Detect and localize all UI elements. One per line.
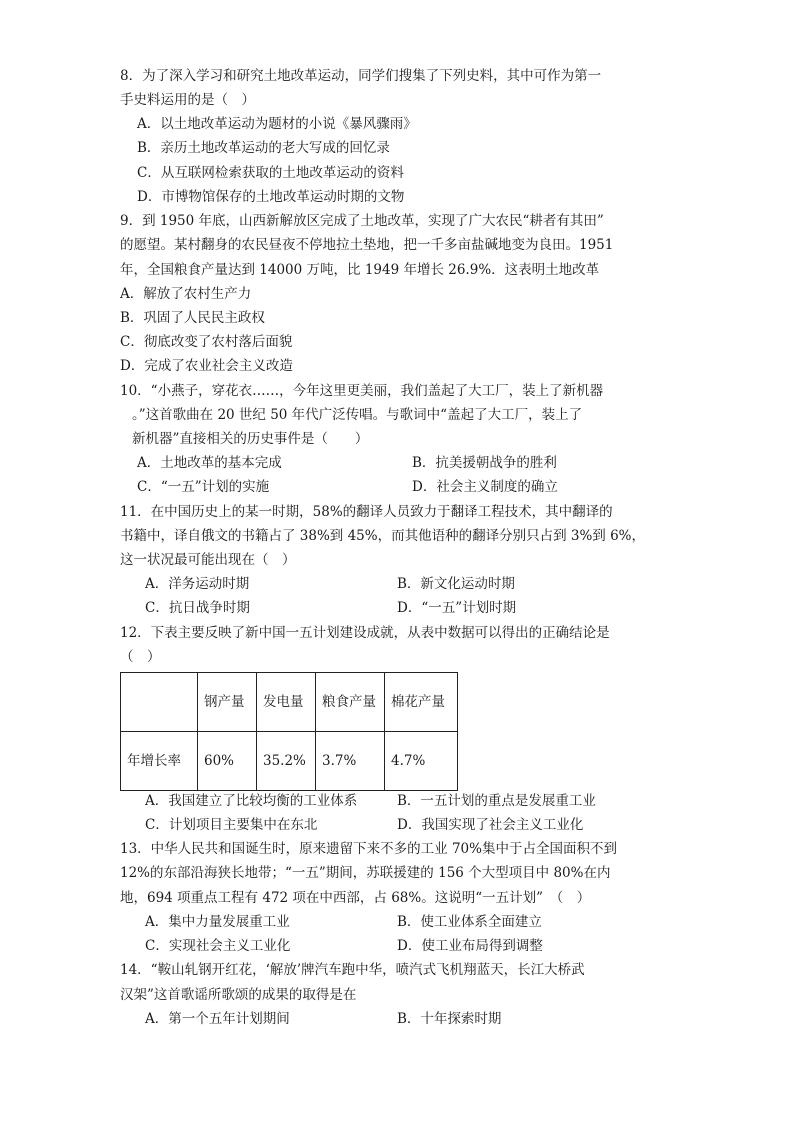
q14-option-a: A．第一个五年计划期间 (145, 1011, 290, 1027)
q9-stem-line3: 年，全国粮食产量达到 14000 万吨，比 1949 年增长 26.9%．这表明土地改革 (120, 262, 600, 278)
table-header-row (121, 673, 458, 732)
table-header-power: 发电量 (257, 673, 316, 732)
q12-stem-line2: （ ） (120, 649, 161, 665)
table-cell-grain: 3.7% (316, 732, 385, 791)
q9-option-b: B．巩固了人民民主政权 (120, 310, 265, 326)
table-row-label: 年增长率 (121, 732, 198, 791)
table-cell-power: 35.2% (257, 732, 316, 791)
q8-option-d: D．市博物馆保存的土地改革运动时期的文物 (137, 189, 405, 205)
q9-stem-line1: 9．到 1950 年底，山西新解放区完成了土地改革，实现了广大农民“耕者有其田” (120, 213, 604, 229)
growth-rate-table (120, 672, 458, 791)
q11-stem-line3: 这一状况最可能出现在（ ） (120, 552, 296, 568)
q12-option-c: C．计划项目主要集中在东北 (145, 817, 318, 833)
q9-option-d: D．完成了农业社会主义改造 (120, 358, 293, 374)
q11-stem-line1: 11．在中国历史上的某一时期，58%的翻译人员致力于翻译工程技术，其中翻译的 (120, 504, 613, 520)
q13-option-d: D．使工业布局得到调整 (397, 938, 543, 954)
q10-stem-line2: 。”这首歌曲在 20 世纪 50 年代广泛传唱。与歌词中“盖起了大工厂，装上了 (132, 407, 583, 423)
q13-option-c: C．实现社会主义工业化 (145, 938, 291, 954)
q10-option-b: B．抗美援朝战争的胜利 (412, 455, 557, 471)
q13-option-a: A．集中力量发展重工业 (145, 914, 290, 930)
q12-option-a: A．我国建立了比较均衡的工业体系 (145, 793, 358, 809)
q14-option-b: B．十年探索时期 (397, 1011, 502, 1027)
table-cell-cotton: 4.7% (385, 732, 458, 791)
q10-option-d: D．社会主义制度的确立 (412, 479, 558, 495)
q12-option-d: D．我国实现了社会主义工业化 (397, 817, 584, 833)
table-row (121, 732, 458, 791)
q12-option-b: B．一五计划的重点是发展重工业 (397, 793, 596, 809)
q14-stem-line2: 汉架”这首歌谣所歌颂的成果的取得是在 (120, 987, 357, 1003)
q10-option-c: C．“一五”计划的实施 (137, 479, 270, 495)
q11-option-c: C．抗日战争时期 (145, 600, 250, 616)
q10-option-a: A．土地改革的基本完成 (137, 455, 282, 471)
q11-option-a: A．洋务运动时期 (145, 576, 250, 592)
table-cell-steel: 60% (198, 732, 257, 791)
table-corner-cell (121, 673, 198, 732)
q9-stem-line2: 的愿望。某村翻身的农民昼夜不停地拉土垫地，把一千多亩盐碱地变为良田。1951 (120, 237, 614, 253)
q11-option-d: D．“一五”计划时期 (397, 600, 517, 616)
q13-stem-line3: 地，694 项重点工程有 472 项在中西部，占 68%。这说明“一五计划” （ ） (120, 890, 591, 906)
q8-stem-line2: 手史料运用的是（ ） (120, 92, 255, 108)
q8-option-c: C．从互联网检索获取的土地改革运动的资料 (137, 165, 404, 181)
q8-option-a: A．以土地改革运动为题材的小说《暴风骤雨》 (137, 116, 417, 132)
q13-option-b: B．使工业体系全面建立 (397, 914, 542, 930)
q13-stem-line2: 12%的东部沿海狭长地带；“一五”期间，苏联援建的 156 个大型项目中 80%在内 (120, 865, 611, 881)
table-header-grain: 粮食产量 (316, 673, 385, 732)
q12-stem-line1: 12．下表主要反映了新中国一五计划建设成就，从表中数据可以得出的正确结论是 (120, 625, 610, 641)
q10-stem-line1: 10．“小燕子，穿花衣……，今年这里更美丽，我们盖起了大工厂，装上了新机器 (120, 383, 604, 399)
q9-option-c: C．彻底改变了农村落后面貌 (120, 334, 293, 350)
q8-option-b: B．亲历土地改革运动的老大写成的回忆录 (137, 140, 390, 156)
q13-stem-line1: 13．中华人民共和国诞生时，原来遗留下来不多的工业 70%集中于占全国面积不到 (120, 841, 617, 857)
q14-stem-line1: 14．“鞍山轧钢开红花，‘解放’牌汽车跑中华，喷汽式飞机翔蓝天，长江大桥武 (120, 962, 585, 978)
q10-stem-line3: 新机器”直接相关的历史事件是（ ） (132, 431, 369, 447)
q11-option-b: B．新文化运动时期 (397, 576, 515, 592)
q8-stem-line1: 8．为了深入学习和研究土地改革运动，同学们搜集了下列史料，其中可作为第一 (120, 68, 602, 84)
table-header-steel: 钢产量 (198, 673, 257, 732)
q9-option-a: A．解放了农村生产力 (120, 286, 252, 302)
q11-stem-line2: 书籍中，译自俄文的书籍占了 38%到 45%，而其他语种的翻译分别只占到 3%到 6%， (120, 528, 646, 544)
table-header-cotton: 棉花产量 (385, 673, 458, 732)
